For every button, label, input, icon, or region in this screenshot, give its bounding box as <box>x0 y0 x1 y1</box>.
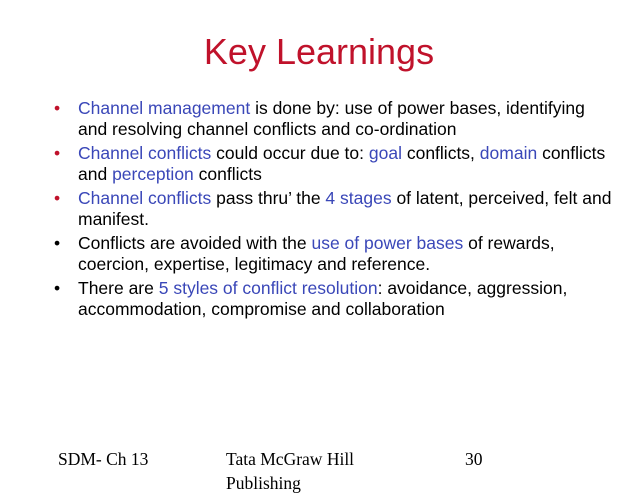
bullet-item-resolution-styles <box>52 278 612 320</box>
bullet-item-conflict-stages <box>52 188 612 230</box>
highlight-text: 5 styles of conflict resolution <box>158 278 378 298</box>
bullet-text: is done by: use of power bases, identifying and resolving channel conflicts and co-ordination <box>78 98 585 139</box>
highlight-text: Channel conflicts <box>78 188 212 208</box>
bullet-text: There are <box>78 278 159 298</box>
footer-page-number: 30 <box>465 449 483 469</box>
bullet-text: conflicts and <box>78 143 606 184</box>
bullet-text: of rewards, coercion, expertise, legitimacy and reference. <box>78 233 555 274</box>
highlight-text: perception <box>112 164 194 184</box>
bullet-text: conflicts <box>193 164 262 184</box>
footer-publisher: Tata McGraw Hill Publishing <box>226 449 355 493</box>
bullet-list <box>52 98 612 323</box>
highlight-text: use of power bases <box>311 233 464 253</box>
footer-chapter: SDM- Ch 13 <box>58 449 149 469</box>
bullet-text: could occur due to: <box>211 143 369 163</box>
highlight-text: Channel management <box>78 98 251 118</box>
bullet-text: conflicts, <box>401 143 480 163</box>
highlight-text: 4 stages <box>325 188 392 208</box>
slide-title: Key Learnings <box>203 31 435 72</box>
highlight-text: Channel conflicts <box>78 143 212 163</box>
bullet-text: Conflicts are avoided with the <box>78 233 312 253</box>
bullet-item-conflict-causes <box>52 143 612 185</box>
highlight-text: goal <box>368 143 402 163</box>
bullet-dot-icon: • <box>54 188 61 208</box>
bullet-dot-icon: • <box>54 278 61 298</box>
bullet-dot-icon: • <box>54 98 61 118</box>
bullet-item-power-bases <box>52 233 612 275</box>
bullet-dot-icon: • <box>54 143 61 163</box>
bullet-text: : avoidance, aggression, accommodation, compromise and collaboration <box>78 278 568 319</box>
bullet-dot-icon: • <box>54 233 61 253</box>
highlight-text: domain <box>479 143 538 163</box>
bullet-text: of latent, perceived, felt and manifest. <box>78 188 612 229</box>
bullet-item-management <box>52 98 612 140</box>
bullet-text: pass thru’ the <box>211 188 326 208</box>
